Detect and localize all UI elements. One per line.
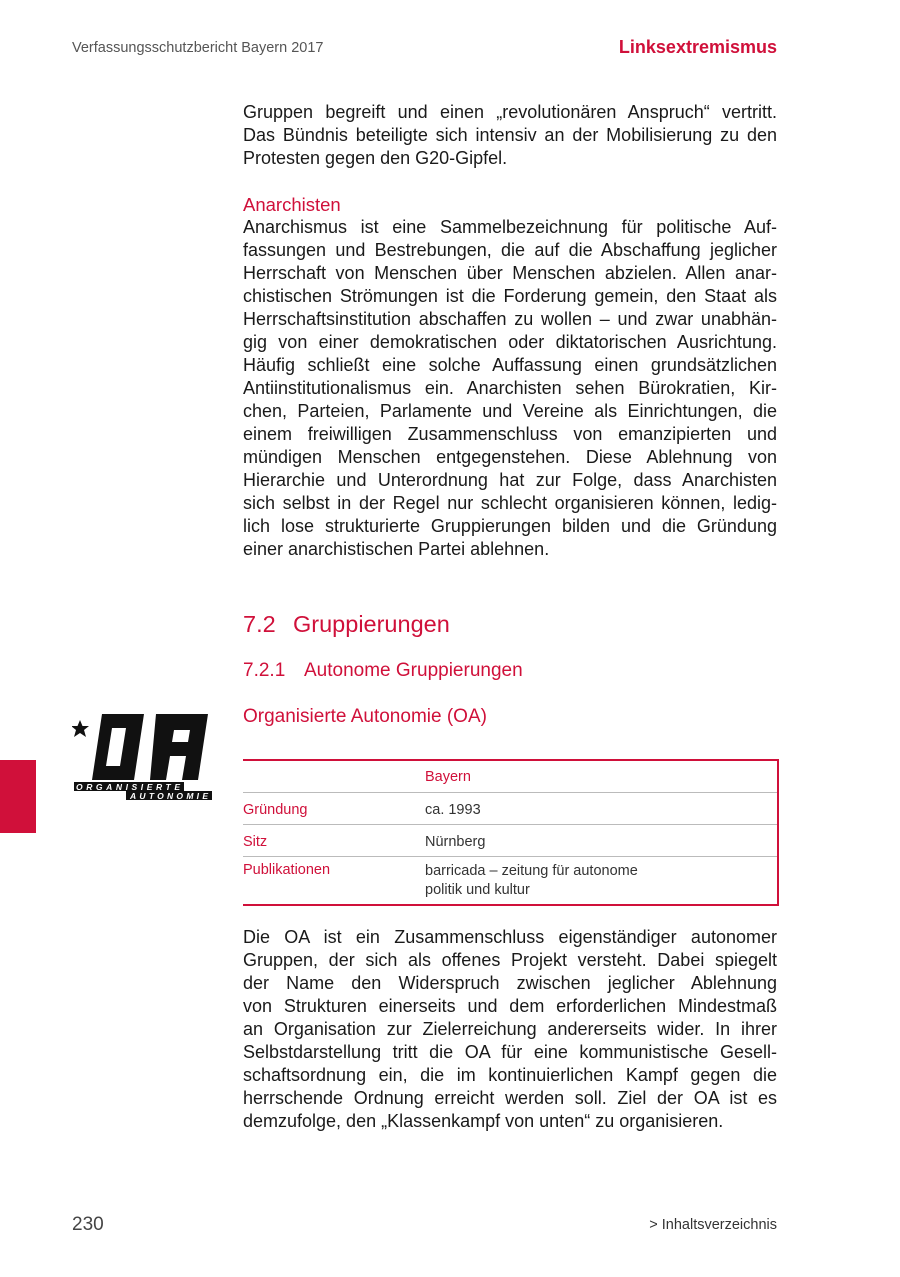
- row-label: Gründung: [243, 792, 425, 824]
- chapter-title: Linksextremismus: [618, 37, 777, 57]
- section-heading: [243, 611, 777, 638]
- star-icon: [72, 720, 89, 737]
- subsection-number: 7.2.1: [243, 660, 286, 681]
- text-line: sich selbst in der Regel nur schlecht organisieren können, ledig-: [243, 493, 777, 513]
- svg-text:ORGANISIERTE: ORGANISIERTE: [76, 782, 180, 792]
- text-line: lich lose strukturierte Gruppierungen bilden und die Gründung: [243, 516, 777, 536]
- row-label: Publikationen: [243, 856, 425, 904]
- row-value: [425, 856, 777, 904]
- text-line: herrschende Ordnung erreicht werden soll. Ziel der OA ist es: [243, 1088, 777, 1108]
- row-value: Nürnberg: [425, 824, 777, 856]
- text-line: chen, Parteien, Parlamente und Vereine als Einrichtungen, die: [243, 401, 777, 421]
- text-line: Das Bündnis beteiligte sich intensiv an der Mobilisierung zu den: [243, 125, 777, 145]
- anarchisten-heading: Anarchisten: [243, 194, 341, 215]
- table-of-contents-link[interactable]: > Inhaltsverzeichnis: [649, 1217, 777, 1233]
- subsection-heading: [243, 660, 777, 682]
- anarchisten-paragraph: [243, 216, 777, 561]
- table-row: [243, 824, 777, 856]
- oa-fact-table: [243, 759, 779, 906]
- text-line: einer anarchistischen Partei ablehnen.: [243, 539, 550, 559]
- subsection-title: Autonome Gruppierungen: [304, 660, 523, 681]
- intro-paragraph: [243, 101, 777, 170]
- text-line: Antiinstitutionalismus ein. Anarchisten sehen Bürokratien, Kir-: [243, 378, 777, 398]
- report-title: Verfassungsschutzbericht Bayern 2017: [72, 40, 324, 56]
- section-title: Gruppierungen: [293, 611, 450, 637]
- row-value-line: barricada – zeitung für autonome: [425, 862, 638, 879]
- row-value: ca. 1993: [425, 792, 777, 824]
- row-label: Sitz: [243, 824, 425, 856]
- text-line: Die OA ist ein Zusammenschluss eigenständiger autonomer: [243, 927, 777, 947]
- text-line: gig von einer demokratischen oder diktatorischen Ausrichtung.: [243, 332, 777, 352]
- row-value-line: politik und kultur: [425, 881, 530, 898]
- text-line: von Strukturen einerseits und dem erforderlichen Mindestmaß: [243, 996, 777, 1016]
- oa-heading: Organisierte Autonomie (OA): [243, 706, 487, 727]
- text-line: demzufolge, den „Klassenkampf von unten“ zu organisieren.: [243, 1111, 724, 1131]
- text-line: Häufig schließt eine solche Auffassung einen grundsätzlichen: [243, 355, 777, 375]
- oa-logo: [72, 710, 214, 802]
- text-line: Gruppen, der sich als offenes Projekt versteht. Dabei spiegelt: [243, 950, 777, 970]
- text-line: Selbstdarstellung tritt die OA für eine kommunistische Gesell-: [243, 1042, 777, 1062]
- text-line: der Name den Widerspruch zwischen jeglicher Ablehnung: [243, 973, 777, 993]
- text-line: Protesten gegen den G20-Gipfel.: [243, 148, 508, 168]
- text-line: Anarchismus ist eine Sammelbezeichnung für politische Auf-: [243, 217, 777, 237]
- text-line: einem freiwilligen Zusammenschluss von emanzipierten und: [243, 424, 777, 444]
- column-header-bayern: Bayern: [425, 761, 777, 792]
- page-number: 230: [72, 1214, 104, 1235]
- section-number: 7.2: [243, 611, 276, 637]
- text-line: Hierarchie und Unterordnung hat zur Folge, dass Anarchisten: [243, 470, 777, 490]
- text-line: Herrschaftsinstitution abschaffen zu wollen – und zwar unabhän-: [243, 309, 777, 329]
- table-row: [243, 792, 777, 824]
- svg-text:AUTONOMIE: AUTONOMIE: [130, 791, 208, 801]
- chapter-side-tab: [0, 760, 36, 833]
- oa-paragraph: [243, 926, 777, 1133]
- text-line: Herrschaft von Menschen über Menschen abzielen. Allen anar-: [243, 263, 777, 283]
- text-line: mündigen Menschen entgegenstehen. Diese Ablehnung von: [243, 447, 777, 467]
- text-line: fassungen und Bestrebungen, die auf die Abschaffung jeglicher: [243, 240, 777, 260]
- text-line: Gruppen begreift und einen „revolutionären Anspruch“ vertritt.: [243, 102, 777, 122]
- table-row: [243, 856, 777, 904]
- text-line: schaftsordnung ein, die im kontinuierlichen Kampf gegen die: [243, 1065, 777, 1085]
- text-line: an Organisation zur Zielerreichung andererseits wider. In ihrer: [243, 1019, 777, 1039]
- text-line: chistischen Strömungen ist die Forderung gemein, den Staat als: [243, 286, 777, 306]
